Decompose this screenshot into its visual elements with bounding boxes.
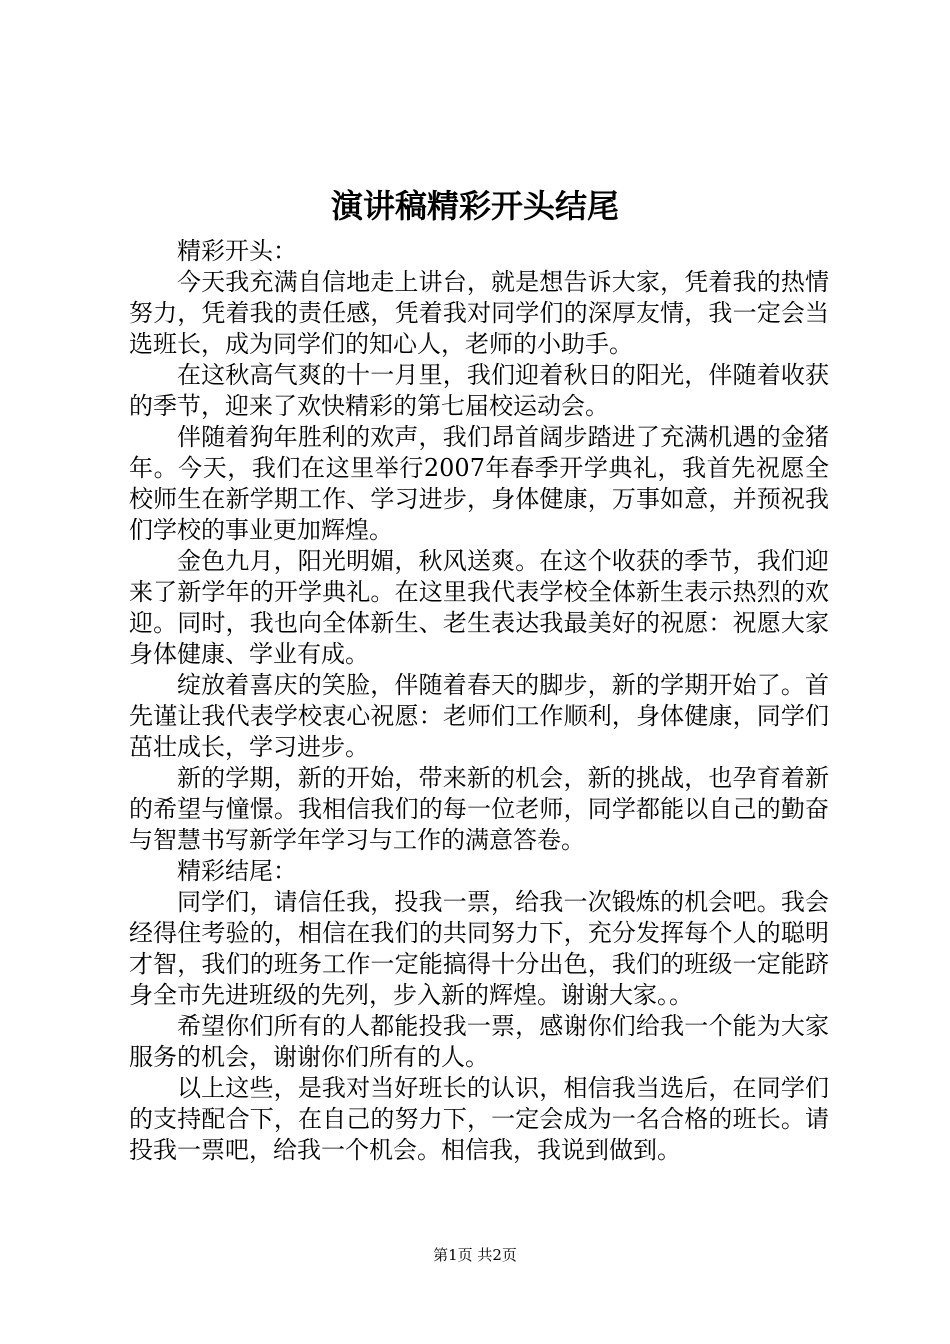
paragraph: 在这秋高气爽的十一月里，我们迎着秋日的阳光，伴随着收获的季节，迎来了欢快精彩的第七届校运动会。	[129, 361, 829, 420]
paragraph: 新的学期，新的开始，带来新的机会，新的挑战，也孕育着新的希望与憧憬。我相信我们的每一位老师，同学都能以自己的勤奋与智慧书写新学年学习与工作的满意答卷。	[129, 764, 829, 854]
paragraph: 金色九月，阳光明媚，秋风送爽。在这个收获的季节，我们迎来了新学年的开学典礼。在这里我代表学校全体新生表示热烈的欢迎。同时，我也向全体新生、老生表达我最美好的祝愿：祝愿大家身体健康、学业有成。	[129, 547, 829, 668]
paragraph: 绽放着喜庆的笑脸，伴随着春天的脚步，新的学期开始了。首先谨让我代表学校衷心祝愿：老师们工作顺利，身体健康，同学们茁壮成长，学习进步。	[129, 671, 829, 761]
page-number-footer: 第1页 共2页	[433, 1246, 517, 1264]
paragraph-opening-heading: 精彩开头：	[177, 237, 297, 265]
paragraph: 伴随着狗年胜利的欢声，我们昂首阔步踏进了充满机遇的金猪年。今天，我们在这里举行2007年春季开学典礼，我首先祝愿全校师生在新学期工作、学习进步，身体健康，万事如意，并预祝我们学校的事业更加辉煌。	[129, 423, 829, 544]
paragraph-ending-heading: 精彩结尾：	[177, 857, 297, 885]
document-body	[129, 236, 829, 1166]
paragraph: 以上这些，是我对当好班长的认识，相信我当选后，在同学们的支持配合下，在自己的努力下，一定会成为一名合格的班长。请投我一票吧，给我一个机会。相信我，我说到做到。	[129, 1074, 829, 1164]
document-title: 演讲稿精彩开头结尾	[330, 187, 619, 225]
paragraph: 同学们，请信任我，投我一票，给我一次锻炼的机会吧。我会经得住考验的，相信在我们的共同努力下，充分发挥每个人的聪明才智，我们的班务工作一定能搞得十分出色，我们的班级一定能跻身全市先进班级的先列，步入新的辉煌。谢谢大家。。	[129, 888, 829, 1009]
paragraph: 希望你们所有的人都能投我一票，感谢你们给我一个能为大家服务的机会，谢谢你们所有的人。	[129, 1012, 829, 1071]
paragraph: 今天我充满自信地走上讲台，就是想告诉大家，凭着我的热情努力，凭着我的责任感，凭着我对同学们的深厚友情，我一定会当选班长，成为同学们的知心人，老师的小助手。	[129, 268, 829, 358]
